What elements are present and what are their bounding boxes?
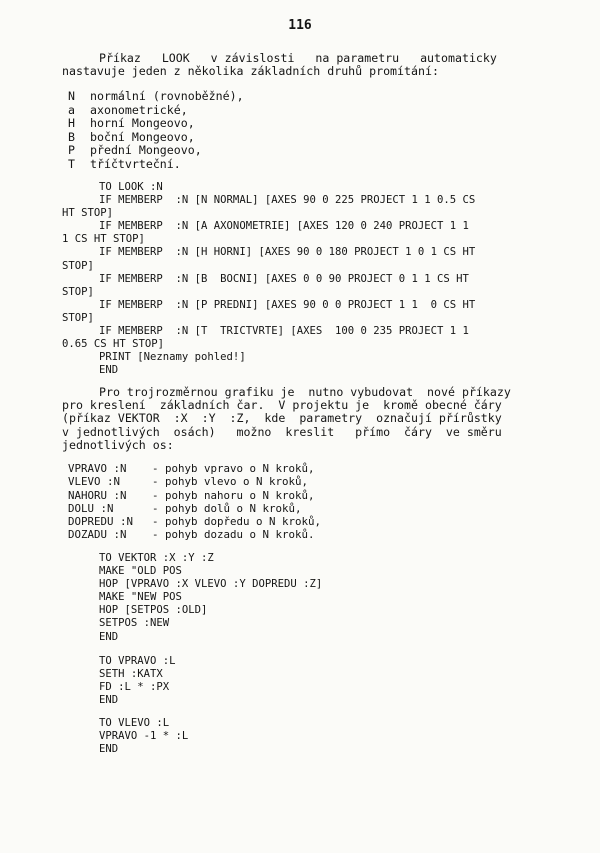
code-line: END (99, 694, 119, 707)
view-type-list (68, 90, 244, 172)
code-line: 0.65 CS HT STOP] (62, 338, 165, 351)
code-line: TO VLEVO :L (99, 717, 170, 729)
code-line: STOP] (62, 259, 94, 272)
list-item: DOLU :N - pohyb dolů o N kroků, (68, 501, 302, 515)
code-line: IF MEMBERP :N [T TRICTVRTE] [AXES 100 0 235 PROJECT 1 1 (99, 325, 469, 338)
list-item: N normální (rovnoběžné), (68, 89, 244, 103)
list-item: a axonometrické, (68, 102, 188, 117)
code-line: END (99, 630, 119, 643)
text-line: v jednotlivých osách) možno kreslit přímo čáry ve směru (62, 424, 502, 439)
code-line: TO VPRAVO :L (99, 655, 176, 667)
list-item: VLEVO :N - pohyb vlevo o N kroků, (68, 475, 309, 489)
list-item: B boční Mongeovo, (68, 129, 195, 144)
movement-commands-list (68, 462, 321, 542)
code-line: 1 CS HT STOP] (62, 233, 145, 246)
code-line: END (99, 364, 119, 377)
code-line: HOP [SETPOS :OLD] (99, 604, 208, 617)
look-procedure-code (62, 181, 542, 377)
code-line: IF MEMBERP :N [A AXONOMETRIE] [AXES 120 0 240 PROJECT 1 1 (99, 220, 469, 233)
list-item: VPRAVO :N - pohyb vpravo o N kroků, (68, 462, 315, 475)
list-item: H horní Mongeovo, (68, 116, 195, 131)
page-number: 116 (288, 18, 312, 33)
list-item: DOZADU :N - pohyb dozadu o N kroků. (68, 528, 315, 542)
text-line: pro kreslení základních čar. V projektu je kromě obecné čáry (62, 398, 502, 413)
code-line: MAKE "OLD POS (99, 565, 182, 578)
code-line: SETH :KATX (99, 668, 163, 681)
code-line: IF MEMBERP :N [B BOCNI] [AXES 0 0 90 PROJECT 0 1 1 CS HT (99, 272, 469, 285)
code-line: IF MEMBERP :N [N NORMAL] [AXES 90 0 225 PROJECT 1 1 0.5 CS (99, 194, 476, 207)
code-line: IF MEMBERP :N [H HORNI] [AXES 90 0 180 PROJECT 1 0 1 CS HT (99, 246, 476, 259)
code-line: SETPOS :NEW (99, 617, 170, 630)
vpravo-procedure-code (62, 655, 542, 707)
code-line: END (99, 743, 119, 756)
text-line: (příkaz VEKTOR :X :Y :Z, kde parametry označují přírůstky (62, 411, 502, 426)
code-line: STOP] (62, 311, 94, 324)
code-line: PRINT [Neznamy pohled!] (99, 351, 246, 364)
code-line: TO LOOK :N (99, 181, 163, 193)
code-line: STOP] (62, 285, 94, 298)
vlevo-procedure-code (62, 717, 542, 756)
text-line: nastavuje jeden z několika základních druhů promítání: (62, 64, 439, 79)
code-line: HT STOP] (62, 207, 114, 220)
code-line: IF MEMBERP :N [P PREDNI] [AXES 90 0 0 PROJECT 1 1 0 CS HT (99, 298, 476, 311)
intro-paragraph (62, 52, 542, 78)
text-line: Příkaz LOOK v závislosti na parametru automaticky (99, 51, 497, 65)
vektor-procedure-code (62, 552, 542, 644)
list-item: P přední Mongeovo, (68, 143, 202, 158)
second-paragraph (62, 386, 542, 452)
code-line: MAKE "NEW POS (99, 591, 182, 604)
text-line: jednotlivých os: (62, 437, 174, 452)
list-item: NAHORU :N - pohyb nahoru o N kroků, (68, 488, 315, 502)
list-item: DOPREDU :N - pohyb dopředu o N kroků, (68, 515, 322, 529)
code-line: FD :L * :PX (99, 681, 170, 694)
code-line: HOP [VPRAVO :X VLEVO :Y DOPREDU :Z] (99, 578, 323, 591)
text-line: Pro trojrozměrnou grafiku je nutno vybudovat nové příkazy (99, 385, 511, 399)
list-item: T tříčtvrteční. (68, 156, 181, 171)
code-line: TO VEKTOR :X :Y :Z (99, 552, 214, 564)
code-line: VPRAVO -1 * :L (99, 730, 189, 743)
